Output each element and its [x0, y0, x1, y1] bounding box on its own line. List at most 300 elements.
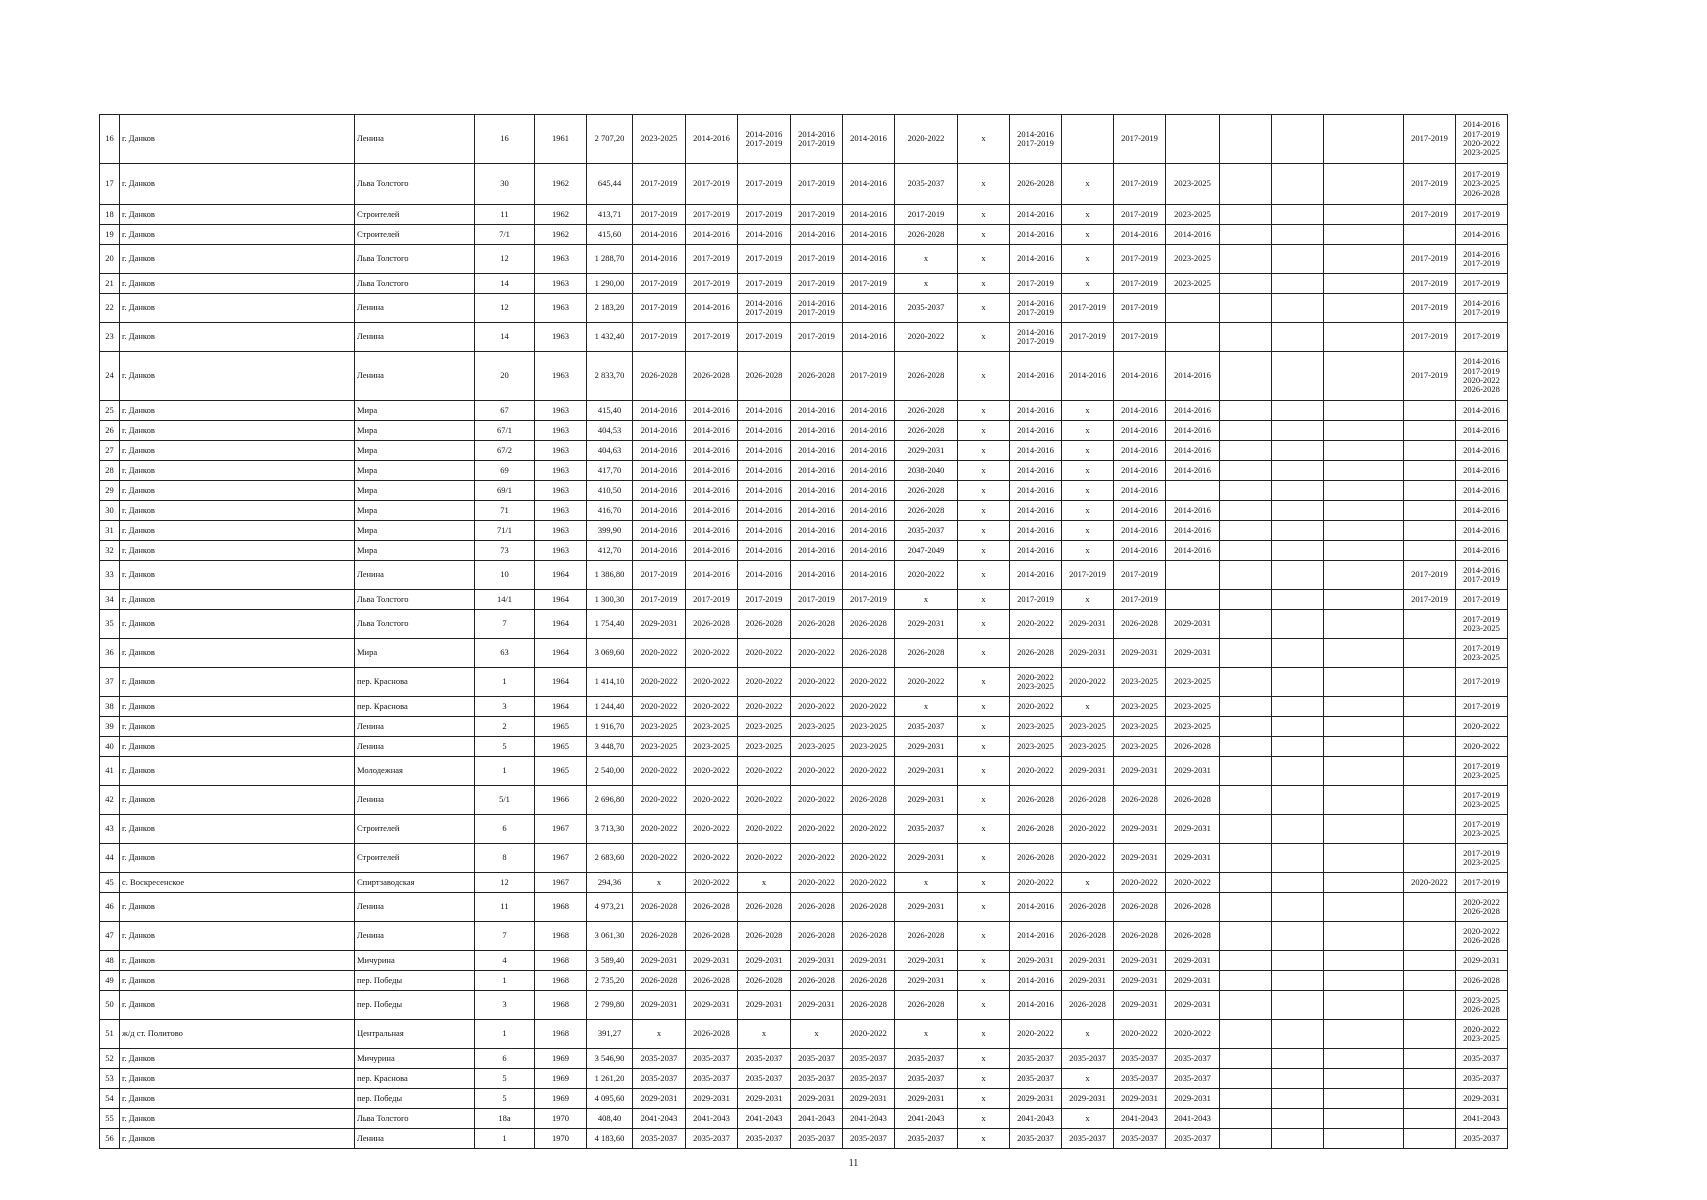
period-cell-14 [1324, 245, 1404, 274]
period-cell-8: 2020-2022 [1010, 873, 1062, 893]
house-number-cell: 12 [475, 294, 535, 323]
period-cell-4: 2014-2016 [791, 501, 843, 521]
period-cell-7: x [958, 461, 1010, 481]
period-cell-9: x [1062, 421, 1114, 441]
settlement-cell: г. Данков [120, 481, 355, 501]
period-cell-7: x [958, 893, 1010, 922]
area-cell: 4 973,21 [587, 893, 633, 922]
period-cell-10: 2041-2043 [1114, 1109, 1166, 1129]
street-cell: Ленина [355, 786, 475, 815]
period-cell-11 [1166, 590, 1220, 610]
period-cell-15: 2017-2019 [1404, 274, 1456, 294]
table-row [100, 991, 1591, 1020]
period-cell-7: x [958, 991, 1010, 1020]
build-year-cell: 1968 [535, 922, 587, 951]
settlement-cell: г. Данков [120, 815, 355, 844]
period-cell-15 [1404, 1049, 1456, 1069]
period-cell-12 [1220, 115, 1272, 164]
period-cell-1: x [633, 1020, 686, 1049]
settlement-cell: г. Данков [120, 786, 355, 815]
period-cell-14 [1324, 323, 1404, 352]
period-cell-1: 2017-2019 [633, 274, 686, 294]
period-cell-5: 2023-2025 [843, 737, 895, 757]
area-cell: 1 754,40 [587, 610, 633, 639]
settlement-cell: г. Данков [120, 610, 355, 639]
period-line: 2017-2019 [1463, 128, 1500, 139]
period-cell-16 [1456, 245, 1508, 274]
period-cell-10: 2029-2031 [1114, 971, 1166, 991]
period-cell-8: 2014-2016 [1010, 441, 1062, 461]
period-line: 2014-2016 [745, 128, 783, 139]
period-cell-10: 2014-2016 [1114, 352, 1166, 401]
table-row [100, 1109, 1591, 1129]
period-cell-11 [1166, 294, 1220, 323]
table-row [100, 786, 1591, 815]
settlement-cell: г. Данков [120, 401, 355, 421]
period-cell-10: 2023-2025 [1114, 737, 1166, 757]
period-cell-6: 2029-2031 [895, 971, 958, 991]
period-line: 2017-2019 [1017, 336, 1054, 346]
area-cell: 1 432,40 [587, 323, 633, 352]
settlement-cell: г. Данков [120, 205, 355, 225]
period-cell-8 [1010, 323, 1062, 352]
period-cell-1: 2014-2016 [633, 521, 686, 541]
period-cell-8: 2020-2022 [1010, 1020, 1062, 1049]
row-number: 48 [100, 951, 120, 971]
period-cell-12 [1220, 668, 1272, 697]
period-cell-3: 2020-2022 [738, 815, 791, 844]
row-number: 54 [100, 1089, 120, 1109]
period-cell-4: 2014-2016 [791, 225, 843, 245]
settlement-cell: г. Данков [120, 521, 355, 541]
row-number: 28 [100, 461, 120, 481]
period-cell-13 [1272, 639, 1324, 668]
period-cell-13 [1272, 873, 1324, 893]
period-cell-15 [1404, 737, 1456, 757]
row-number: 42 [100, 786, 120, 815]
street-cell: пер. Победы [355, 971, 475, 991]
row-number: 34 [100, 590, 120, 610]
street-cell: Ленина [355, 893, 475, 922]
period-cell-16: 2014-2016 [1456, 501, 1508, 521]
period-cell-13 [1272, 352, 1324, 401]
period-cell-14 [1324, 951, 1404, 971]
period-cell-10: 2023-2025 [1114, 668, 1166, 697]
period-cell-13 [1272, 1069, 1324, 1089]
build-year-cell: 1964 [535, 590, 587, 610]
period-cell-9: x [1062, 590, 1114, 610]
period-cell-9: x [1062, 697, 1114, 717]
street-cell: пер. Победы [355, 1089, 475, 1109]
period-cell-12 [1220, 697, 1272, 717]
area-cell: 2 799,80 [587, 991, 633, 1020]
period-cell-14 [1324, 481, 1404, 501]
period-cell-3: 2014-2016 [738, 421, 791, 441]
row-number: 30 [100, 501, 120, 521]
period-cell-16: 2041-2043 [1456, 1109, 1508, 1129]
period-cell-2: 2017-2019 [686, 245, 738, 274]
period-cell-3: 2023-2025 [738, 717, 791, 737]
street-cell: Мира [355, 421, 475, 441]
period-cell-4: 2014-2016 [791, 521, 843, 541]
period-cell-4: 2035-2037 [791, 1129, 843, 1149]
period-line: 2017-2019 [1463, 613, 1500, 624]
period-cell-3: 2014-2016 [738, 501, 791, 521]
table-row [100, 274, 1591, 294]
period-cell-13 [1272, 893, 1324, 922]
area-cell: 1 386,80 [587, 561, 633, 590]
period-cell-11: 2029-2031 [1166, 639, 1220, 668]
period-cell-15: 2017-2019 [1404, 561, 1456, 590]
street-cell: Ленина [355, 115, 475, 164]
settlement-cell: с. Воскресенское [120, 873, 355, 893]
table-row [100, 873, 1591, 893]
period-cell-4: 2017-2019 [791, 274, 843, 294]
row-number: 39 [100, 717, 120, 737]
period-cell-16 [1456, 164, 1508, 205]
period-cell-2: 2029-2031 [686, 991, 738, 1020]
period-cell-10: 2029-2031 [1114, 951, 1166, 971]
period-cell-10: 2017-2019 [1114, 323, 1166, 352]
period-line: 2023-2025 [1463, 828, 1500, 838]
house-number-cell: 7/1 [475, 225, 535, 245]
period-cell-8: 2014-2016 [1010, 561, 1062, 590]
period-line: 2017-2019 [1463, 365, 1500, 376]
period-cell-7: x [958, 205, 1010, 225]
street-cell: Ленина [355, 352, 475, 401]
period-cell-7: x [958, 717, 1010, 737]
street-cell: Ленина [355, 737, 475, 757]
period-cell-15 [1404, 421, 1456, 441]
period-cell-1: 2026-2028 [633, 971, 686, 991]
period-cell-11 [1166, 561, 1220, 590]
build-year-cell: 1968 [535, 893, 587, 922]
period-cell-13 [1272, 1109, 1324, 1129]
period-line: 2023-2025 [1463, 147, 1500, 158]
area-cell: 391,27 [587, 1020, 633, 1049]
period-cell-4: 2014-2016 [791, 441, 843, 461]
street-cell: Строителей [355, 205, 475, 225]
area-cell: 4 095,60 [587, 1089, 633, 1109]
build-year-cell: 1963 [535, 323, 587, 352]
period-cell-7: x [958, 737, 1010, 757]
period-cell-8: 2026-2028 [1010, 815, 1062, 844]
period-cell-7: x [958, 697, 1010, 717]
period-cell-4: 2017-2019 [791, 245, 843, 274]
table-row [100, 461, 1591, 481]
house-number-cell: 7 [475, 610, 535, 639]
period-cell-5: 2014-2016 [843, 441, 895, 461]
period-cell-16: 2017-2019 [1456, 668, 1508, 697]
period-cell-6: 2035-2037 [895, 1129, 958, 1149]
period-cell-11: 2023-2025 [1166, 668, 1220, 697]
period-line: 2017-2019 [798, 307, 835, 317]
period-cell-11 [1166, 481, 1220, 501]
period-cell-15 [1404, 521, 1456, 541]
period-cell-2: 2014-2016 [686, 441, 738, 461]
build-year-cell: 1967 [535, 815, 587, 844]
period-cell-9: 2029-2031 [1062, 757, 1114, 786]
period-line: 2017-2019 [1463, 574, 1500, 584]
period-cell-7: x [958, 668, 1010, 697]
row-number: 38 [100, 697, 120, 717]
period-cell-12 [1220, 461, 1272, 481]
period-cell-1: 2014-2016 [633, 225, 686, 245]
period-cell-9: 2026-2028 [1062, 922, 1114, 951]
period-cell-4: 2014-2016 [791, 541, 843, 561]
row-number: 50 [100, 991, 120, 1020]
build-year-cell: 1968 [535, 971, 587, 991]
period-cell-1: 2014-2016 [633, 541, 686, 561]
street-cell: Строителей [355, 815, 475, 844]
period-cell-9: 2020-2022 [1062, 815, 1114, 844]
period-cell-9: x [1062, 441, 1114, 461]
period-cell-1: 2029-2031 [633, 991, 686, 1020]
settlement-cell: г. Данков [120, 971, 355, 991]
settlement-cell: г. Данков [120, 991, 355, 1020]
period-cell-9: 2017-2019 [1062, 561, 1114, 590]
period-cell-14 [1324, 590, 1404, 610]
period-cell-3: 2017-2019 [738, 205, 791, 225]
table-row [100, 521, 1591, 541]
period-cell-2: 2035-2037 [686, 1069, 738, 1089]
period-cell-1: 2035-2037 [633, 1049, 686, 1069]
house-number-cell: 1 [475, 971, 535, 991]
period-line: 2023-2025 [1463, 178, 1500, 189]
period-cell-1: x [633, 873, 686, 893]
period-cell-11: 2014-2016 [1166, 225, 1220, 245]
period-cell-13 [1272, 844, 1324, 873]
period-cell-1: 2020-2022 [633, 757, 686, 786]
area-cell: 1 290,00 [587, 274, 633, 294]
period-cell-15: 2020-2022 [1404, 873, 1456, 893]
table-row [100, 352, 1591, 401]
period-cell-1: 2029-2031 [633, 1089, 686, 1109]
period-cell-2: 2020-2022 [686, 844, 738, 873]
period-cell-16: 2029-2031 [1456, 1089, 1508, 1109]
row-number: 35 [100, 610, 120, 639]
period-cell-8: 2029-2031 [1010, 1089, 1062, 1109]
period-cell-6: 2020-2022 [895, 668, 958, 697]
row-number: 52 [100, 1049, 120, 1069]
period-cell-15 [1404, 1129, 1456, 1149]
period-cell-11: 2020-2022 [1166, 873, 1220, 893]
period-cell-11: 2014-2016 [1166, 461, 1220, 481]
settlement-cell: г. Данков [120, 1089, 355, 1109]
period-cell-9: 2029-2031 [1062, 971, 1114, 991]
period-cell-6: 2035-2037 [895, 294, 958, 323]
street-cell: Ленина [355, 323, 475, 352]
period-cell-7: x [958, 245, 1010, 274]
period-cell-8: 2014-2016 [1010, 352, 1062, 401]
settlement-cell: г. Данков [120, 294, 355, 323]
period-cell-11: 2029-2031 [1166, 757, 1220, 786]
period-cell-13 [1272, 1020, 1324, 1049]
period-line: 2014-2016 [798, 297, 835, 308]
period-cell-13 [1272, 115, 1324, 164]
period-cell-3: 2014-2016 [738, 441, 791, 461]
period-cell-15 [1404, 481, 1456, 501]
period-cell-16 [1456, 844, 1508, 873]
period-cell-12 [1220, 922, 1272, 951]
area-cell: 404,53 [587, 421, 633, 441]
period-cell-9: x [1062, 225, 1114, 245]
period-cell-8: 2023-2025 [1010, 717, 1062, 737]
area-cell: 4 183,60 [587, 1129, 633, 1149]
period-cell-16: 2014-2016 [1456, 421, 1508, 441]
period-cell-11: 2041-2043 [1166, 1109, 1220, 1129]
street-cell: Мира [355, 481, 475, 501]
period-cell-9: 2023-2025 [1062, 717, 1114, 737]
period-cell-6: 2026-2028 [895, 421, 958, 441]
period-cell-8: 2014-2016 [1010, 971, 1062, 991]
period-cell-4: 2026-2028 [791, 893, 843, 922]
period-cell-1: 2014-2016 [633, 481, 686, 501]
area-cell: 2 696,80 [587, 786, 633, 815]
period-cell-15 [1404, 461, 1456, 481]
street-cell: Мира [355, 501, 475, 521]
period-line: 2026-2028 [1463, 384, 1500, 395]
table-row [100, 294, 1591, 323]
period-cell-12 [1220, 1109, 1272, 1129]
period-cell-14 [1324, 401, 1404, 421]
period-cell-13 [1272, 590, 1324, 610]
period-cell-3: 2029-2031 [738, 1089, 791, 1109]
period-cell-3: 2020-2022 [738, 668, 791, 697]
area-cell: 1 300,30 [587, 590, 633, 610]
house-number-cell: 67 [475, 401, 535, 421]
settlement-cell: г. Данков [120, 323, 355, 352]
period-cell-7: x [958, 873, 1010, 893]
period-line: 2023-2025 [1463, 799, 1500, 809]
house-number-cell: 6 [475, 815, 535, 844]
period-cell-16 [1456, 639, 1508, 668]
period-cell-5: 2020-2022 [843, 697, 895, 717]
area-cell: 415,40 [587, 401, 633, 421]
house-number-cell: 18а [475, 1109, 535, 1129]
street-cell: Льва Толстого [355, 164, 475, 205]
period-cell-2: 2023-2025 [686, 737, 738, 757]
period-cell-12 [1220, 590, 1272, 610]
period-cell-2: 2020-2022 [686, 873, 738, 893]
period-cell-6: x [895, 697, 958, 717]
build-year-cell: 1962 [535, 225, 587, 245]
period-cell-16: 2014-2016 [1456, 521, 1508, 541]
period-cell-2: 2017-2019 [686, 274, 738, 294]
area-cell: 408,40 [587, 1109, 633, 1129]
period-cell-11: 2026-2028 [1166, 922, 1220, 951]
period-cell-10: 2014-2016 [1114, 401, 1166, 421]
period-cell-3: 2017-2019 [738, 590, 791, 610]
area-cell: 1 261,20 [587, 1069, 633, 1089]
period-cell-9: x [1062, 481, 1114, 501]
row-number: 45 [100, 873, 120, 893]
street-cell: Спиртзаводская [355, 873, 475, 893]
street-cell: Мира [355, 541, 475, 561]
period-cell-8: 2014-2016 [1010, 501, 1062, 521]
period-cell-4: 2026-2028 [791, 610, 843, 639]
period-cell-1: 2014-2016 [633, 421, 686, 441]
table-row [100, 1069, 1591, 1089]
settlement-cell: ж/д ст. Политово [120, 1020, 355, 1049]
period-cell-12 [1220, 757, 1272, 786]
settlement-cell: г. Данков [120, 274, 355, 294]
house-number-cell: 5 [475, 737, 535, 757]
area-cell: 3 061,30 [587, 922, 633, 951]
period-cell-10: 2017-2019 [1114, 561, 1166, 590]
build-year-cell: 1963 [535, 401, 587, 421]
period-cell-4: 2029-2031 [791, 991, 843, 1020]
period-cell-15: 2017-2019 [1404, 352, 1456, 401]
table-row [100, 610, 1591, 639]
period-cell-10: 2035-2037 [1114, 1049, 1166, 1069]
period-cell-10: 2026-2028 [1114, 610, 1166, 639]
period-line: 2020-2022 [1463, 1023, 1500, 1034]
period-line: 2020-2022 [1463, 896, 1500, 907]
period-cell-1: 2020-2022 [633, 639, 686, 668]
period-cell-4: 2017-2019 [791, 205, 843, 225]
period-cell-13 [1272, 815, 1324, 844]
period-cell-2: 2023-2025 [686, 717, 738, 737]
housing-repair-schedule-table [99, 114, 1591, 1149]
period-cell-2: 2017-2019 [686, 323, 738, 352]
period-cell-11: 2035-2037 [1166, 1069, 1220, 1089]
period-cell-14 [1324, 610, 1404, 639]
settlement-cell: г. Данков [120, 1129, 355, 1149]
period-line: 2014-2016 [745, 297, 783, 308]
period-cell-13 [1272, 164, 1324, 205]
period-cell-12 [1220, 1069, 1272, 1089]
period-cell-10: 2020-2022 [1114, 1020, 1166, 1049]
period-cell-2: 2014-2016 [686, 461, 738, 481]
period-cell-4: 2026-2028 [791, 922, 843, 951]
period-cell-1: 2014-2016 [633, 441, 686, 461]
settlement-cell: г. Данков [120, 115, 355, 164]
period-cell-1: 2020-2022 [633, 786, 686, 815]
period-cell-2: 2026-2028 [686, 971, 738, 991]
period-cell-3: 2041-2043 [738, 1109, 791, 1129]
period-cell-16: 2026-2028 [1456, 971, 1508, 991]
period-cell-2: 2020-2022 [686, 639, 738, 668]
table-row [100, 668, 1591, 697]
period-cell-9: 2029-2031 [1062, 951, 1114, 971]
period-cell-1: 2020-2022 [633, 668, 686, 697]
house-number-cell: 5 [475, 1069, 535, 1089]
period-cell-1: 2029-2031 [633, 610, 686, 639]
period-cell-10: 2029-2031 [1114, 639, 1166, 668]
period-cell-9: 2026-2028 [1062, 786, 1114, 815]
period-cell-8: 2014-2016 [1010, 245, 1062, 274]
area-cell: 415,60 [587, 225, 633, 245]
period-cell-6: 2035-2037 [895, 717, 958, 737]
period-cell-10: 2035-2037 [1114, 1069, 1166, 1089]
period-cell-9: x [1062, 274, 1114, 294]
period-cell-7: x [958, 590, 1010, 610]
period-cell-9: x [1062, 501, 1114, 521]
street-cell: Льва Толстого [355, 590, 475, 610]
period-cell-3: 2026-2028 [738, 893, 791, 922]
period-cell-12 [1220, 441, 1272, 461]
settlement-cell: г. Данков [120, 1069, 355, 1089]
period-cell-3: 2017-2019 [738, 245, 791, 274]
period-cell-5: 2020-2022 [843, 815, 895, 844]
house-number-cell: 71 [475, 501, 535, 521]
period-cell-5: 2017-2019 [843, 274, 895, 294]
table-row [100, 757, 1591, 786]
period-cell-6: 2029-2031 [895, 737, 958, 757]
table-row [100, 717, 1591, 737]
period-cell-5: 2014-2016 [843, 225, 895, 245]
